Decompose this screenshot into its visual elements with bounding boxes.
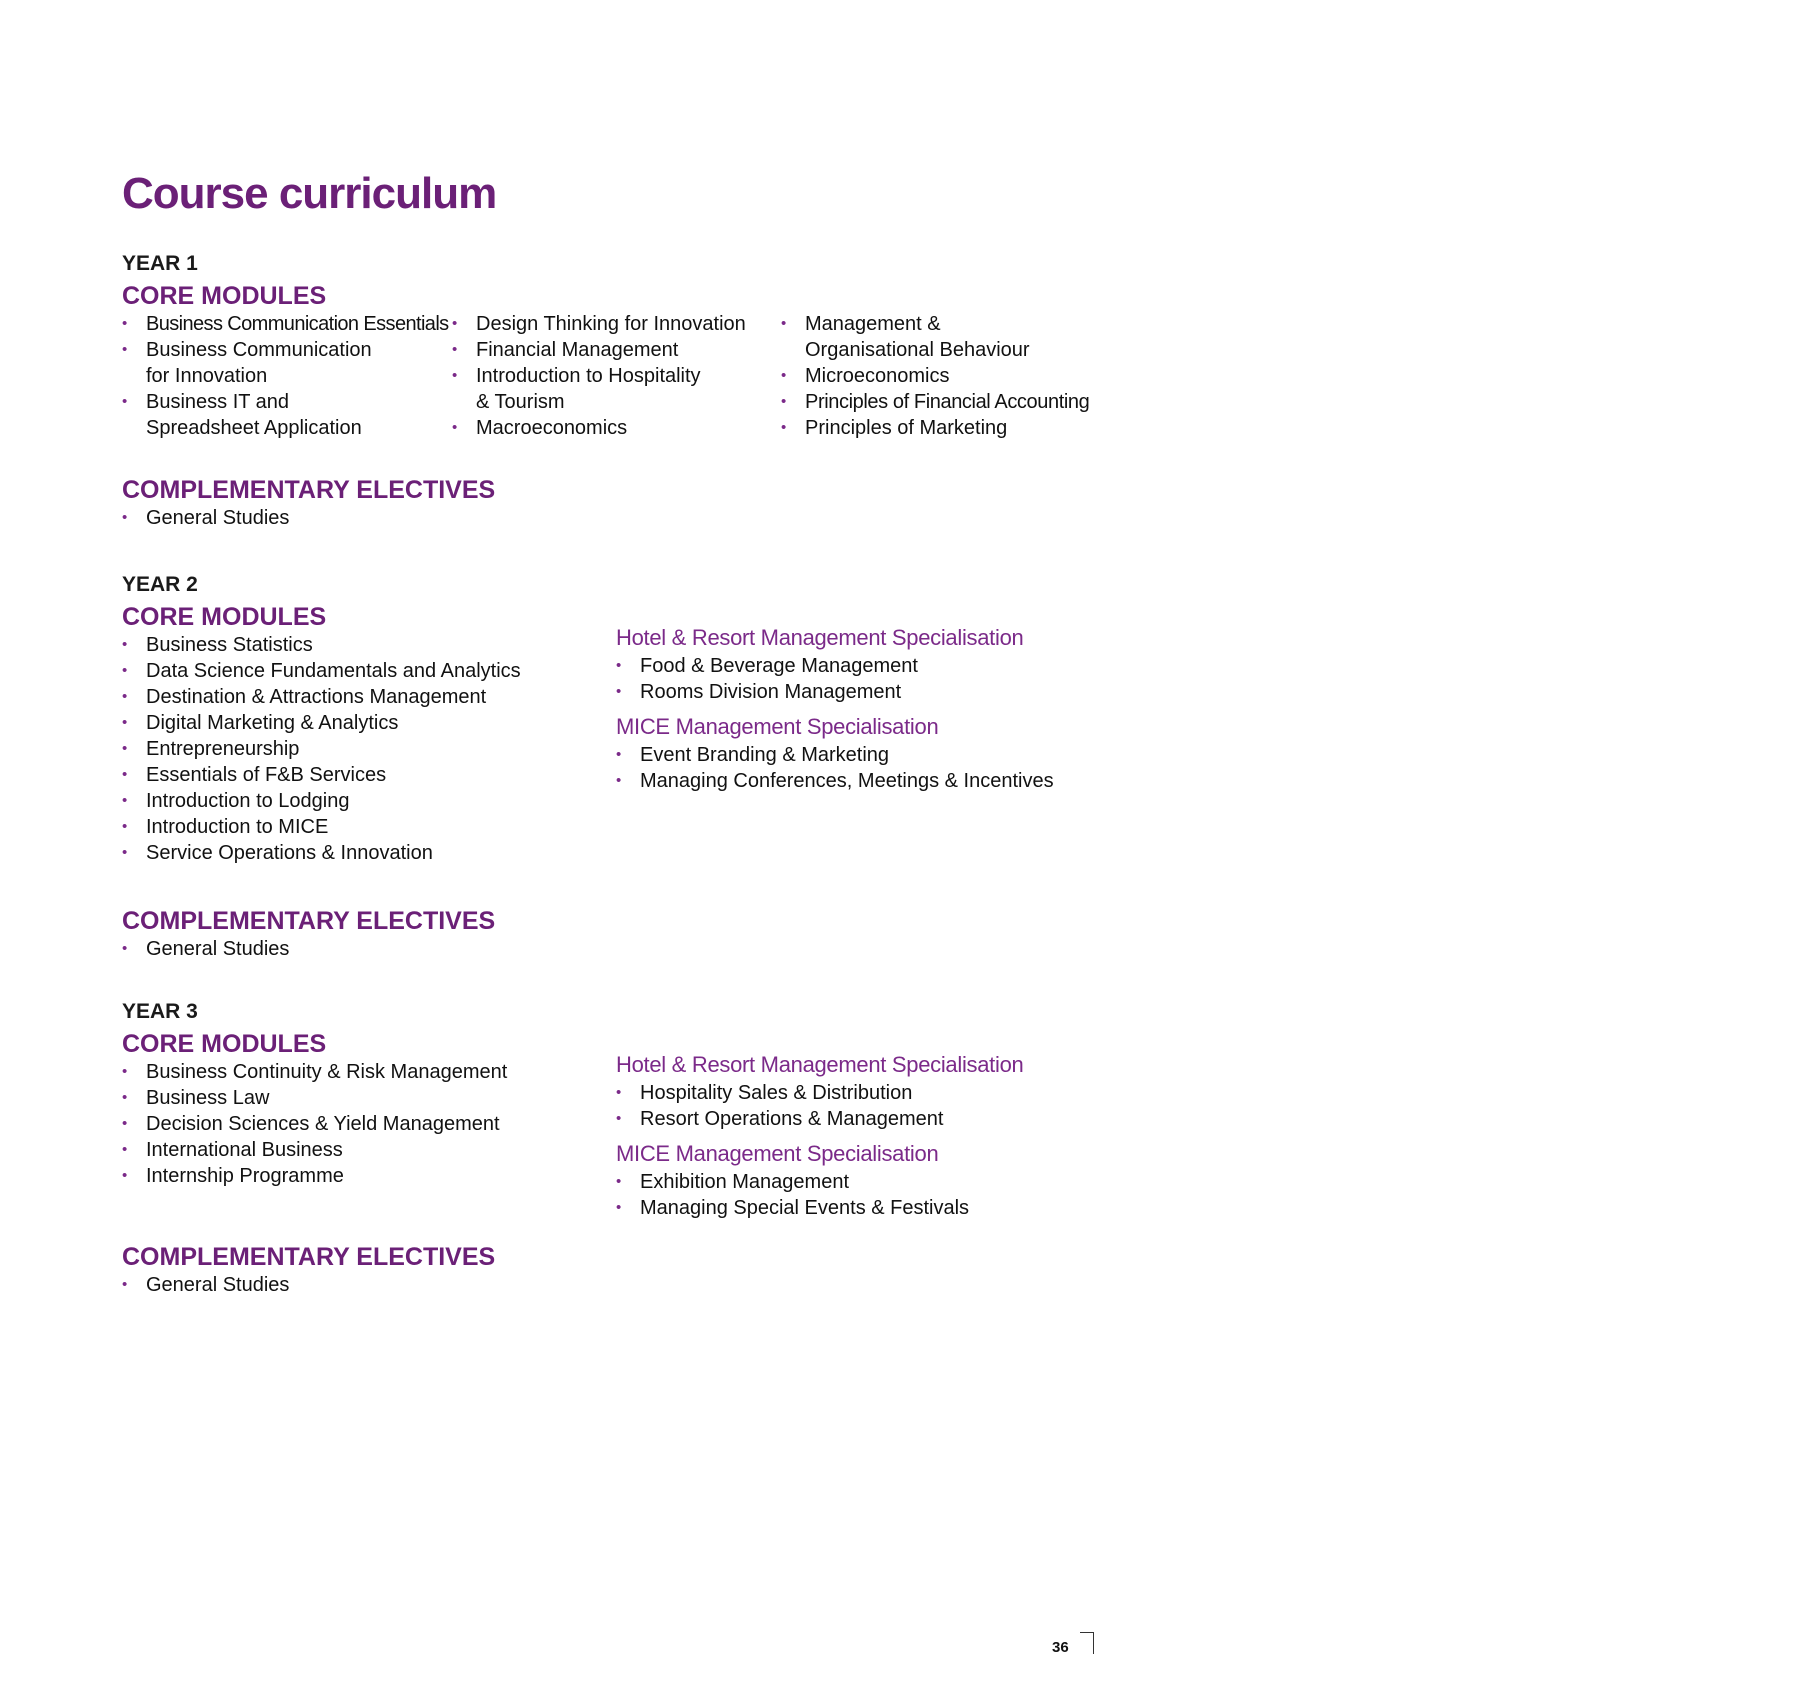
- list-item: • Introduction to Hospitality: [452, 363, 746, 389]
- page-number: 36: [1052, 1639, 1069, 1656]
- list-item-continuation: & Tourism: [476, 391, 565, 413]
- page-title: Course curriculum: [122, 169, 497, 218]
- list-item: • Introduction to MICE: [122, 814, 521, 840]
- list-item: • Business Law: [122, 1085, 507, 1111]
- list-item: • Event Branding & Marketing: [616, 742, 1054, 768]
- list-item: • Microeconomics: [781, 363, 1089, 389]
- list-item: • Management &: [781, 311, 1089, 337]
- year-1-core-list-col1: [122, 311, 449, 441]
- list-item: • Digital Marketing & Analytics: [122, 710, 521, 736]
- year-1-core-heading: CORE MODULES: [122, 282, 327, 310]
- list-item: • Business Communication: [122, 337, 449, 363]
- year-2-core-heading: CORE MODULES: [122, 603, 327, 631]
- list-item: • Service Operations & Innovation: [122, 840, 521, 866]
- year-3-hotel-spec-list: [616, 1080, 944, 1132]
- list-item: • General Studies: [122, 505, 289, 531]
- list-item: • Resort Operations & Management: [616, 1106, 944, 1132]
- year-3-mice-spec-list: [616, 1169, 969, 1221]
- year-1-electives-heading: COMPLEMENTARY ELECTIVES: [122, 476, 496, 504]
- year-1-electives-list: [122, 505, 289, 531]
- list-item: • Principles of Financial Accounting: [781, 389, 1089, 415]
- list-item: • Destination & Attractions Management: [122, 684, 521, 710]
- year-3-label: YEAR 3: [122, 1000, 198, 1023]
- list-item: • Introduction to Lodging: [122, 788, 521, 814]
- year-3-hotel-spec-heading: Hotel & Resort Management Specialisation: [616, 1052, 1024, 1077]
- list-item: • General Studies: [122, 936, 289, 962]
- list-item: • Principles of Marketing: [781, 415, 1089, 441]
- year-2-mice-spec-heading: MICE Management Specialisation: [616, 714, 939, 739]
- list-item: • Rooms Division Management: [616, 679, 918, 705]
- list-item: • Financial Management: [452, 337, 746, 363]
- list-item: • Essentials of F&B Services: [122, 762, 521, 788]
- list-item: • Data Science Fundamentals and Analytics: [122, 658, 521, 684]
- page-corner-mark: [1080, 1632, 1094, 1654]
- list-item: • Managing Conferences, Meetings & Incentives: [616, 768, 1054, 794]
- year-2-core-list: [122, 632, 521, 866]
- year-2-label: YEAR 2: [122, 573, 198, 596]
- list-item: • General Studies: [122, 1272, 289, 1298]
- list-item-continuation: Spreadsheet Application: [146, 417, 362, 439]
- year-1-label: YEAR 1: [122, 252, 198, 275]
- list-item: • Design Thinking for Innovation: [452, 311, 746, 337]
- year-3-mice-spec-heading: MICE Management Specialisation: [616, 1141, 939, 1166]
- year-2-mice-spec-list: [616, 742, 1054, 794]
- year-3-electives-list: [122, 1272, 289, 1298]
- list-item: • Managing Special Events & Festivals: [616, 1195, 969, 1221]
- list-item: • Business Continuity & Risk Management: [122, 1059, 507, 1085]
- list-item-continuation: Organisational Behaviour: [805, 339, 1030, 361]
- list-item: • Business Communication Essentials: [122, 311, 449, 337]
- year-3-core-heading: CORE MODULES: [122, 1030, 327, 1058]
- year-2-electives-list: [122, 936, 289, 962]
- list-item: • Business IT and: [122, 389, 449, 415]
- year-1-core-list-col3: [781, 311, 1089, 441]
- list-item: • Internship Programme: [122, 1163, 507, 1189]
- year-2-hotel-spec-heading: Hotel & Resort Management Specialisation: [616, 625, 1024, 650]
- year-2-hotel-spec-list: [616, 653, 918, 705]
- list-item: • Business Statistics: [122, 632, 521, 658]
- year-3-electives-heading: COMPLEMENTARY ELECTIVES: [122, 1243, 496, 1271]
- year-2-electives-heading: COMPLEMENTARY ELECTIVES: [122, 907, 496, 935]
- list-item: • Entrepreneurship: [122, 736, 521, 762]
- list-item: • Hospitality Sales & Distribution: [616, 1080, 944, 1106]
- list-item: • Macroeconomics: [452, 415, 746, 441]
- year-3-core-list: [122, 1059, 507, 1189]
- list-item: • International Business: [122, 1137, 507, 1163]
- list-item-continuation: for Innovation: [146, 365, 268, 387]
- year-1-core-list-col2: [452, 311, 746, 441]
- list-item: • Food & Beverage Management: [616, 653, 918, 679]
- list-item: • Exhibition Management: [616, 1169, 969, 1195]
- list-item: • Decision Sciences & Yield Management: [122, 1111, 507, 1137]
